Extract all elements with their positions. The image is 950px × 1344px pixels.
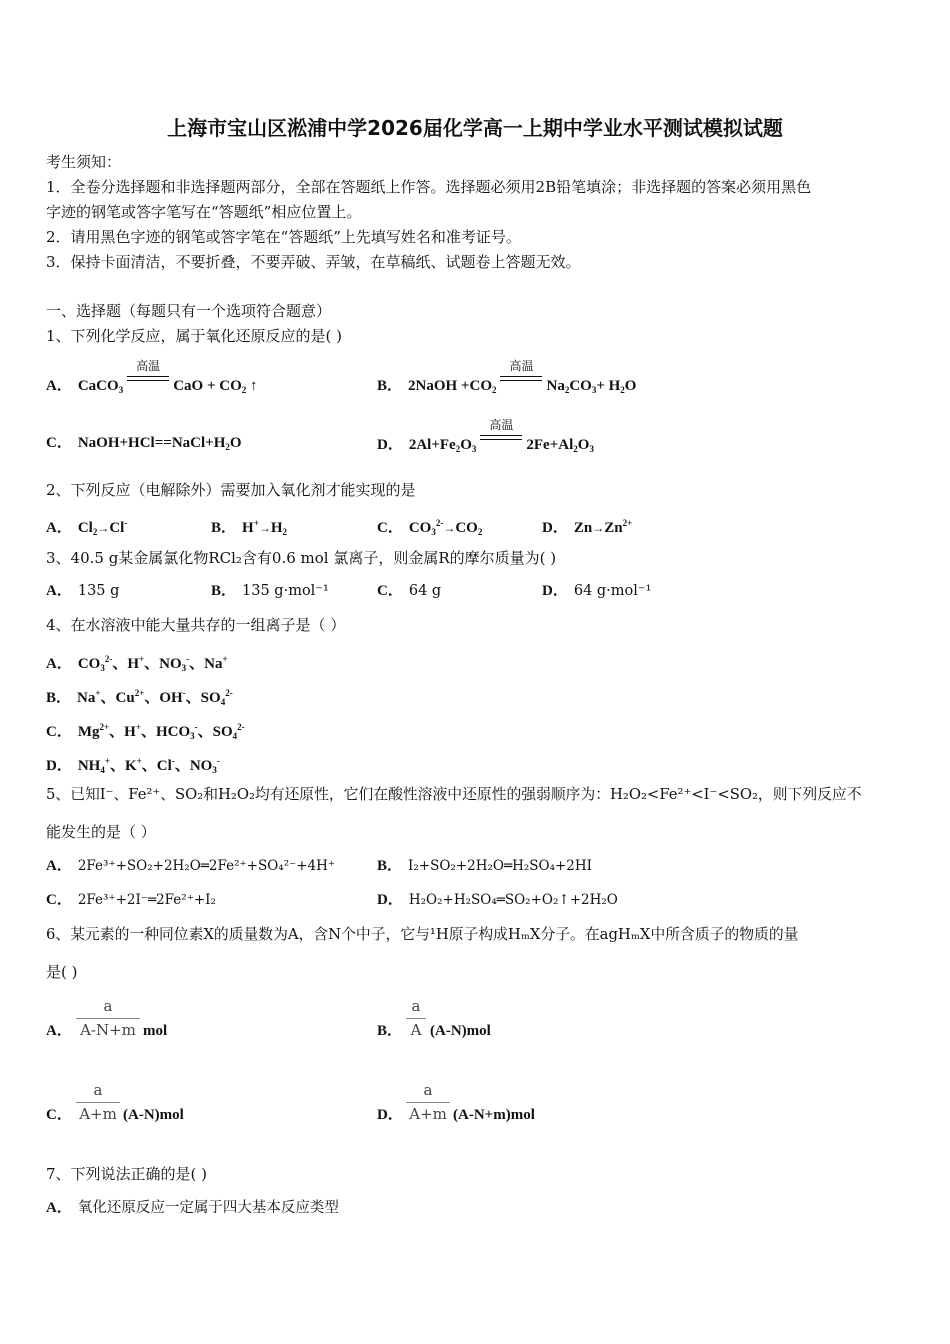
q6-option-b-unit: (A-N)mol: [430, 1023, 491, 1039]
denominator: A-N+m: [80, 1021, 136, 1039]
q6-option-b-label: B．: [377, 1023, 403, 1039]
option-label: C．: [46, 435, 72, 451]
q6-option-d-unit: (A-N+m)mol: [453, 1107, 535, 1123]
q4-stem: 4、在水溶液中能大量共存的一组离子是（ ）: [46, 616, 346, 634]
q4-option-d: D． $NH_4^+$、K+、Cl-、$NO_3^-$: [46, 756, 220, 775]
notice-heading: 考生须知：: [46, 153, 122, 171]
notice-item-3: 3．保持卡面清洁，不要折叠，不要弄破、弄皱，在草稿纸、试题卷上答题无效。: [46, 253, 581, 271]
q1-option-d: D． $2Al+Fe_2O_3$ 高温 $2Fe+Al_2O_3$: [377, 418, 594, 454]
q6-option-a-fraction: [76, 997, 140, 1043]
q1-option-c: C． $NaOH+HCl==NaCl+H_2O$: [46, 435, 242, 452]
q5-option-c: C． 2Fe³⁺+2I⁻═2Fe²⁺+I₂: [46, 892, 216, 908]
numerator: a: [103, 997, 113, 1015]
q2-option-a: A． $Cl_2\to Cl^-$: [46, 518, 128, 537]
q3-option-a: A． 135 g: [46, 583, 120, 599]
q6-stem-line-2: 是( ): [46, 963, 78, 981]
q6-option-c-label: C．: [46, 1107, 72, 1123]
q5-stem-line-2: 能发生的是（ ）: [46, 823, 156, 841]
q2-option-c: C． $CO_3^{2-}\to CO_2$: [377, 518, 483, 537]
q7-option-a: A． 氧化还原反应一定属于四大基本反应类型: [46, 1200, 339, 1216]
q4-option-b: B． Na+、$Cu^{2+}$、OH-、$SO_4^{2-}$: [46, 688, 233, 707]
q3-option-d: D． 64 g·mol⁻¹: [542, 583, 652, 599]
option-label: B．: [377, 378, 403, 394]
numerator: a: [93, 1081, 103, 1099]
q5-stem-line-1: 5、已知Ⅰ⁻、Fe²⁺、SO₂和H₂O₂均有还原性，它们在酸性溶液中还原性的强弱顺序为：H₂O₂<Fe²⁺<Ⅰ⁻<SO₂，则下列反应不: [46, 786, 862, 803]
reaction-condition: 高温: [480, 433, 522, 447]
section-heading: 一、选择题（每题只有一个选项符合题意）: [46, 302, 332, 320]
q6-option-c-unit: (A-N)mol: [123, 1107, 184, 1123]
q1-option-a: A． CaCO$_3$ 高温 CaO + $CO_2$ ↑: [46, 359, 258, 395]
reaction-condition: 高温: [500, 374, 542, 388]
q2-option-b: B． $H^+\to H_2$: [211, 518, 287, 537]
denominator: A+m: [409, 1105, 447, 1123]
q6-option-a-unit: mol: [143, 1023, 168, 1039]
q5-option-b: B． I₂+SO₂+2H₂O═H₂SO₄+2HI: [377, 858, 592, 874]
q6-option-d-fraction: [406, 1081, 450, 1127]
q7-stem: 7、下列说法正确的是( ): [46, 1165, 208, 1183]
numerator: a: [423, 1081, 433, 1099]
q3-option-b: B． 135 g·mol⁻¹: [211, 583, 329, 599]
q1-a-reactant: CaCO: [77, 378, 119, 394]
q1-a-product: CaO + CO: [173, 378, 242, 394]
q1-option-b: B． 2NaOH $+CO_2$ 高温 $Na_2CO_3+ H_2O$: [377, 359, 637, 395]
reaction-condition: 高温: [127, 374, 169, 388]
notice-item-1-line-1: 1．全卷分选择题和非选择题两部分，全部在答题纸上作答。选择题必须用2B铅笔填涂；非选择题的答案必须用黑色: [46, 178, 812, 196]
q5-option-a: A． 2Fe³⁺+SO₂+2H₂O═2Fe²⁺+SO₄²⁻+4H⁺: [46, 858, 336, 874]
numerator: a: [411, 997, 421, 1015]
q2-option-d: D． $Zn\to Zn^{2+}$: [542, 518, 633, 536]
q3-option-c: C． 64 g: [377, 583, 442, 599]
q6-option-d-label: D．: [377, 1107, 403, 1123]
page-title: 上海市宝山区淞浦中学2026届化学高一上期中学业水平测试模拟试题: [167, 116, 783, 140]
notice-item-1-line-2: 字迹的钢笔或答字笔写在“答题纸”相应位置上。: [46, 203, 362, 221]
denominator: A+m: [79, 1105, 117, 1123]
q2-stem: 2、下列反应（电解除外）需要加入氧化剂才能实现的是: [46, 481, 416, 499]
notice-item-2: 2．请用黑色字迹的钢笔或答字笔在“答题纸”上先填写姓名和准考证号。: [46, 228, 521, 246]
q6-stem-line-1: 6、某元素的一种同位素X的质量数为A，含N个中子，它与¹H原子构成HₘX分子。在agHₘX中所含质子的物质的量: [46, 926, 799, 943]
q4-option-c: C． $Mg^{2+}$、H+、$HCO_3^-$、$SO_4^{2-}$: [46, 722, 245, 741]
option-label: A．: [46, 378, 72, 394]
q6-option-b-fraction: [406, 997, 426, 1043]
q5-option-d: D． H₂O₂+H₂SO₄═SO₂+O₂↑+2H₂O: [377, 892, 618, 908]
q6-option-c-fraction: [76, 1081, 120, 1127]
q6-option-a-label: A．: [46, 1023, 72, 1039]
denominator: A: [410, 1021, 422, 1039]
q4-option-a: A． $CO_3^{2-}$、H+、$NO_3^-$、Na+: [46, 654, 228, 673]
q1-stem: 1、下列化学反应，属于氧化还原反应的是( ): [46, 327, 343, 345]
q3-stem: 3、40.5 g某金属氯化物RCl₂含有0.6 mol 氯离子，则金属R的摩尔质量为( ): [46, 549, 557, 567]
option-label: D．: [377, 437, 403, 453]
